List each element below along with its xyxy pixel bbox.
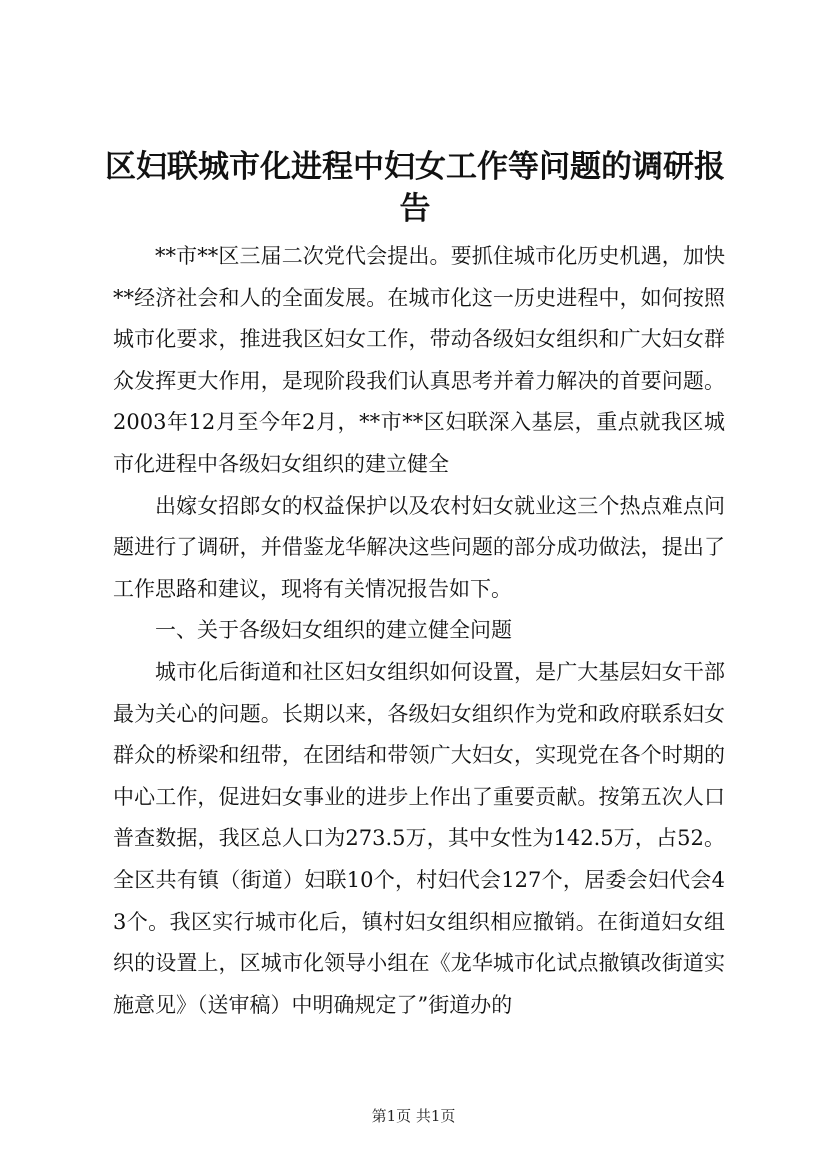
document-body [113, 236, 725, 1026]
page-footer: 第1页 共1页 [371, 1107, 456, 1125]
section-heading-1: 一、关于各级妇女组织的建立健全问题 [155, 618, 512, 643]
document-title: 区妇联城市化进程中妇女工作等问题的调研报告 [105, 149, 725, 227]
paragraph-continuation: 出嫁女招郎女的权益保护以及农村妇女就业这三个热点难点问题进行了调研，并借鉴龙华解决这些问题的部分成功做法，提出了工作思路和建议，现将有关情况报告如下。 [113, 493, 725, 601]
paragraph-section-1: 城市化后街道和社区妇女组织如何设置，是广大基层妇女干部最为关心的问题。长期以来，各级妇女组织作为党和政府联系妇女群众的桥梁和纽带，在团结和带领广大妇女，实现党在各个时期的中心工作，促进妇女事业的进步上作出了重要贡献。按第五次人口普查数据，我区总人口为273.5万，其中女性为142.5万，占52。全区共有镇（街道）妇联10个，村妇代会127个，居委会妇代会43个。我区实行城市化后，镇村妇女组织相应撤销。在街道妇女组织的设置上，区城市化领导小组在《龙华城市化试点撤镇改街道实施意见》（送审稿）中明确规定了”街道办的 [113, 659, 725, 1017]
paragraph-intro: **市**区三届二次党代会提出。要抓住城市化历史机遇，加快**经济社会和人的全面发展。在城市化这一历史进程中，如何按照城市化要求，推进我区妇女工作，带动各级妇女组织和广大妇女群众发挥更大作用，是现阶段我们认真思考并着力解决的首要问题。2003年12月至今年2月，**市**区妇联深入基层，重点就我区城市化进程中各级妇女组织的建立健全 [113, 244, 725, 476]
